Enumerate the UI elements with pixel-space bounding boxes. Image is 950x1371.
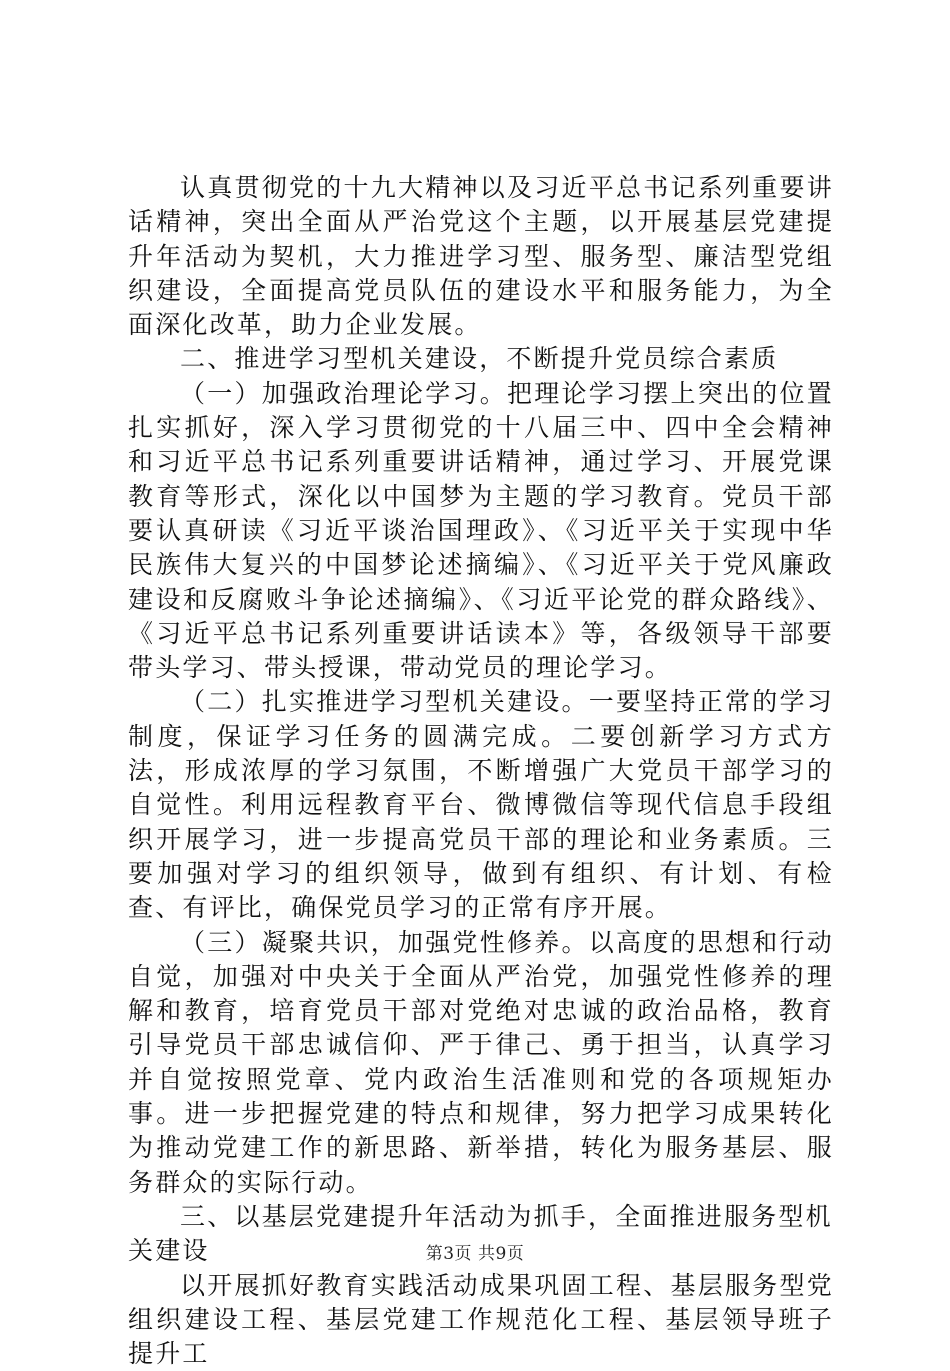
document-body <box>128 171 834 1371</box>
paragraph-grassroots: 以开展抓好教育实践活动成果巩固工程、基层服务型党组织建设工程、基层党建工作规范化工程、基层领导班子提升工 <box>128 1269 834 1371</box>
section-heading-2: 二、推进学习型机关建设，不断提升党员综合素质 <box>128 342 834 376</box>
paragraph-political-theory: （一）加强政治理论学习。把理论学习摆上突出的位置扎实抓好，深入学习贯彻党的十八届三中、四中全会精神和习近平总书记系列重要讲话精神，通过学习、开展党课教育等形式，深化以中国梦为主题的学习教育。党员干部要认真研读《习近平谈治国理政》、《习近平关于实现中华民族伟大复兴的中国梦论述摘编》、《习近平关于党风廉政建设和反腐败斗争论述摘编》、《习近平论党的群众路线》、《习近平总书记系列重要讲话读本》等，各级领导干部要带头学习、带头授课，带动党员的理论学习。 <box>128 377 834 686</box>
section-heading-3: 三、以基层党建提升年活动为抓手，全面推进服务型机关建设 <box>128 1200 834 1269</box>
page-number-footer: 第3页 共9页 <box>0 1243 950 1265</box>
paragraph-intro: 认真贯彻党的十九大精神以及习近平总书记系列重要讲话精神，突出全面从严治党这个主题，以开展基层党建提升年活动为契机，大力推进学习型、服务型、廉洁型党组织建设，全面提高党员队伍的建设水平和服务能力，为全面深化改革，助力企业发展。 <box>128 171 834 342</box>
paragraph-party-spirit: （三）凝聚共识，加强党性修养。以高度的思想和行动自觉，加强对中央关于全面从严治党，加强党性修养的理解和教育，培育党员干部对党绝对忠诚的政治品格，教育引导党员干部忠诚信仰、严于律己、勇于担当，认真学习并自觉按照党章、党内政治生活准则和党的各项规矩办事。进一步把握党建的特点和规律，努力把学习成果转化为推动党建工作的新思路、新举措，转化为服务基层、服务群众的实际行动。 <box>128 926 834 1200</box>
paragraph-learning-organization: （二）扎实推进学习型机关建设。一要坚持正常的学习制度，保证学习任务的圆满完成。二要创新学习方式方法，形成浓厚的学习氛围，不断增强广大党员干部学习的自觉性。利用远程教育平台、微博微信等现代信息手段组织开展学习，进一步提高党员干部的理论和业务素质。三要加强对学习的组织领导，做到有组织、有计划、有检查、有评比，确保党员学习的正常有序开展。 <box>128 685 834 925</box>
